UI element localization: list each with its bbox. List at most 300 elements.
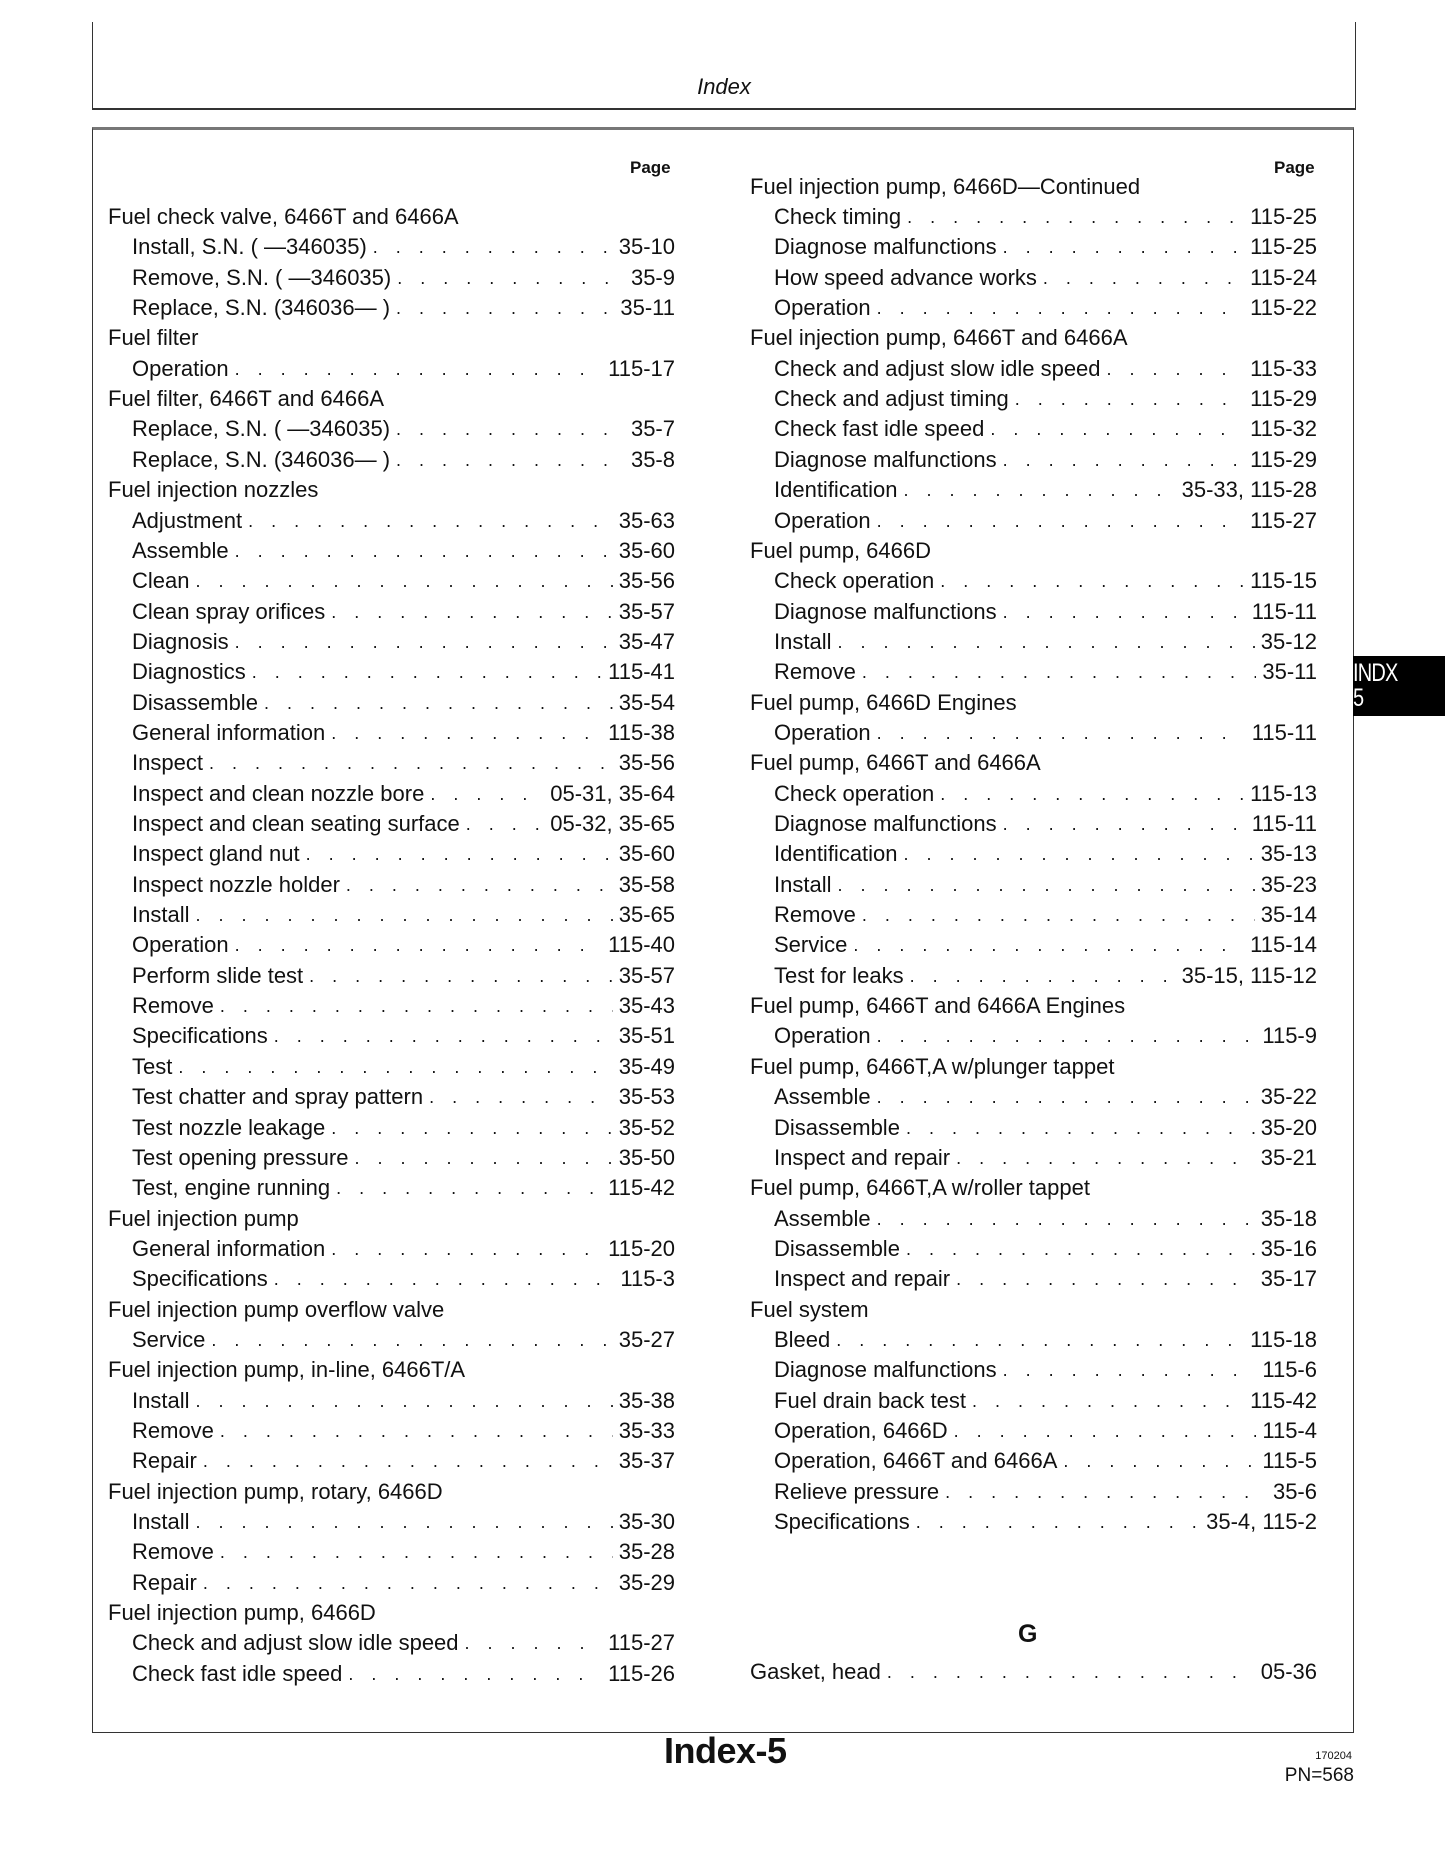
entry-page: 35-18	[1260, 1205, 1317, 1231]
entry-page: 05-31, 35-64	[550, 780, 675, 806]
index-entry	[132, 657, 675, 687]
entry-page: 115-25	[1250, 204, 1317, 229]
entry-text: Check operation	[774, 568, 935, 594]
index-entry	[774, 1355, 1317, 1385]
running-header	[92, 22, 1356, 110]
index-entry	[774, 930, 1317, 960]
dot-leader	[209, 748, 613, 778]
index-tab: INDX 5	[1353, 656, 1445, 716]
dot-leader	[904, 839, 1255, 869]
index-heading	[108, 1355, 465, 1385]
index-entry	[774, 961, 1317, 991]
index-heading	[750, 1173, 1090, 1203]
entry-page: 35-30	[618, 1509, 675, 1535]
entry-text: Fuel check valve, 6466T and 6466A	[108, 204, 459, 229]
dot-leader	[465, 1628, 603, 1658]
dot-leader	[836, 1325, 1244, 1355]
index-heading	[750, 1295, 869, 1325]
entry-page: 115-11	[1251, 598, 1317, 624]
entry-page: 35-63	[618, 507, 675, 533]
entry-page: 115-6	[1262, 1357, 1317, 1383]
entry-text: Remove	[132, 1539, 214, 1565]
index-entry	[774, 1477, 1317, 1507]
entry-page: 35-22	[1260, 1084, 1317, 1110]
entry-page: 35-33	[618, 1418, 675, 1443]
index-heading	[108, 1598, 376, 1628]
entry-text: Operation	[774, 1023, 871, 1049]
entry-page: 35-60	[618, 537, 675, 563]
entry-text: Perform slide test	[132, 962, 304, 988]
entry-text: Specifications	[132, 1266, 268, 1292]
entry-text: Fuel pump, 6466T and 6466A	[750, 750, 1041, 776]
index-entry	[774, 1386, 1317, 1416]
index-entry	[774, 475, 1317, 505]
index-entry	[132, 506, 675, 536]
entry-page: 115-20	[608, 1235, 675, 1261]
entry-text: Service	[774, 932, 848, 958]
index-entry	[132, 718, 675, 748]
entry-page: 35-14	[1260, 902, 1317, 928]
dot-leader	[1015, 384, 1244, 414]
dot-leader	[430, 779, 544, 809]
index-entry: Gasket, head . . . 05-36	[750, 1657, 1317, 1687]
entry-text: Diagnose malfunctions	[774, 1357, 997, 1383]
entry-text: Fuel system	[750, 1296, 869, 1322]
entry-page: 35-7	[630, 416, 675, 442]
dot-leader	[877, 718, 1246, 748]
index-entry	[774, 1416, 1317, 1446]
dot-leader	[1063, 1446, 1256, 1476]
entry-page: 35-43	[618, 993, 675, 1019]
index-entry	[132, 1537, 675, 1567]
index-entry	[132, 688, 675, 718]
dot-leader	[235, 930, 603, 960]
entry-page: 115-14	[1250, 932, 1317, 958]
index-entry	[132, 1113, 675, 1143]
entry-page: 35-65	[618, 902, 675, 928]
dot-leader	[354, 1143, 612, 1173]
index-entry	[132, 1416, 675, 1446]
entry-text: Fuel filter, 6466T and 6466A	[108, 386, 385, 412]
entry-page: 35-60	[618, 841, 675, 867]
entry-text: Identification	[774, 477, 898, 503]
entry-text: Fuel drain back test	[774, 1387, 966, 1413]
dot-leader	[235, 627, 613, 657]
entry-page: 05-32, 35-65	[550, 811, 675, 836]
index-heading	[108, 202, 459, 232]
index-entry	[132, 1082, 675, 1112]
dot-leader	[972, 1386, 1244, 1416]
entry-page: 35-28	[618, 1539, 675, 1565]
dot-leader	[373, 232, 613, 262]
dot-leader	[990, 414, 1244, 444]
entry-text: Diagnose malfunctions	[774, 598, 997, 624]
index-entry	[774, 293, 1317, 323]
entry-text: Disassemble	[774, 1235, 900, 1261]
index-entry	[132, 961, 675, 991]
index-entry	[774, 627, 1317, 657]
dot-leader	[877, 506, 1245, 536]
index-entry	[774, 1325, 1317, 1355]
index-entry	[132, 414, 675, 444]
dot-leader	[397, 263, 625, 293]
dot-leader	[956, 1264, 1255, 1294]
dot-leader	[203, 1568, 613, 1598]
index-entry	[774, 354, 1317, 384]
entry-text: Operation	[132, 355, 229, 381]
entry-text: Repair	[132, 1448, 197, 1474]
entry-page: 35-53	[618, 1084, 675, 1110]
entry-page: 115-29	[1250, 446, 1317, 472]
dot-leader	[877, 293, 1245, 323]
entry-text: Replace, S.N. ( —346035)	[132, 416, 391, 442]
entry-text: Service	[132, 1326, 206, 1352]
dot-leader	[274, 1264, 615, 1294]
dot-leader	[211, 1325, 612, 1355]
entry-text: Test nozzle leakage	[132, 1114, 326, 1140]
index-entry	[774, 566, 1317, 596]
dot-leader	[1003, 445, 1245, 475]
entry-page: 35-54	[618, 689, 675, 715]
entry-text: Remove	[132, 1418, 214, 1443]
entry-page: 35-13	[1260, 841, 1317, 867]
entry-text: Disassemble	[774, 1114, 900, 1140]
page-column-label-left: Page	[630, 158, 671, 177]
dot-leader	[945, 1477, 1267, 1507]
entry-page: 35-33, 115-28	[1181, 477, 1317, 503]
index-entry	[132, 900, 675, 930]
dot-leader	[220, 1416, 613, 1446]
dot-leader	[235, 354, 603, 384]
dot-leader	[331, 1234, 602, 1264]
index-entry	[774, 1143, 1317, 1173]
entry-text: General information	[132, 1235, 326, 1261]
entry-text: Install	[132, 902, 190, 928]
dot-leader	[331, 718, 602, 748]
index-entry	[132, 991, 675, 1021]
entry-text: Check and adjust timing	[774, 386, 1009, 412]
entry-text: Remove	[774, 659, 856, 685]
entry-page: 115-18	[1250, 1326, 1317, 1352]
dot-leader	[1107, 354, 1245, 384]
entry-text: Specifications	[774, 1509, 910, 1535]
entry-page: 35-38	[618, 1387, 675, 1413]
entry-page: 35-16	[1260, 1235, 1317, 1261]
entry-page: 35-6	[1272, 1478, 1317, 1504]
entry-text: Fuel injection pump, in-line, 6466T/A	[108, 1357, 466, 1383]
index-entry	[132, 1234, 675, 1264]
entry-page: 35-11	[620, 295, 675, 321]
index-entry	[132, 1021, 675, 1051]
entry-text: Relieve pressure	[774, 1478, 940, 1504]
index-heading	[108, 475, 318, 505]
entry-page: 115-15	[1250, 568, 1317, 594]
entry-page: 35-9	[630, 264, 675, 290]
entry-page: 35-10	[618, 234, 675, 260]
entry-page: 115-29	[1250, 386, 1317, 412]
entry-text: Replace, S.N. (346036— )	[132, 295, 391, 321]
dot-leader	[877, 1082, 1255, 1112]
entry-text: Test for leaks	[774, 962, 904, 988]
entry-page: 35-17	[1260, 1266, 1317, 1292]
dot-leader	[306, 839, 613, 869]
index-entry	[132, 1446, 675, 1476]
dot-leader	[862, 900, 1255, 930]
entry-page: 35-20	[1260, 1114, 1317, 1140]
index-entry	[132, 1052, 675, 1082]
dot-leader	[956, 1143, 1255, 1173]
entry-page: 35-57	[618, 962, 675, 988]
entry-text: Replace, S.N. (346036— )	[132, 446, 391, 472]
dot-leader	[220, 991, 613, 1021]
dot-leader	[178, 1052, 612, 1082]
index-heading	[108, 1295, 444, 1325]
entry-text: General information	[132, 719, 326, 745]
entry-text: Clean spray orifices	[132, 598, 326, 624]
entry-page: 115-4	[1262, 1418, 1317, 1443]
index-entry	[774, 1446, 1317, 1476]
entry-text: Fuel pump, 6466T,A w/roller tappet	[750, 1175, 1090, 1201]
dot-leader	[235, 536, 613, 566]
entry-page: 115-17	[608, 355, 675, 381]
entry-page: 115-22	[1250, 295, 1317, 321]
entry-text: Fuel pump, 6466T,A w/plunger tappet	[750, 1053, 1115, 1079]
dot-leader	[203, 1446, 613, 1476]
entry-page: 35-23	[1260, 871, 1317, 897]
index-entry	[132, 445, 675, 475]
entry-text: Fuel filter	[108, 325, 199, 351]
dot-leader	[940, 566, 1244, 596]
entry-text: Inspect and repair	[774, 1144, 951, 1170]
dot-leader	[396, 445, 625, 475]
entry-text: Install	[132, 1509, 190, 1535]
entry-page: 35-4, 115-2	[1206, 1509, 1317, 1535]
entry-text: Assemble	[774, 1205, 871, 1231]
index-entry	[774, 1082, 1317, 1112]
dot-leader	[220, 1537, 613, 1567]
continued-heading: Fuel injection pump, 6466D—Continued	[750, 174, 1141, 199]
index-entry	[774, 839, 1317, 869]
entry-text: Operation	[132, 932, 229, 958]
dot-leader	[264, 688, 613, 718]
entry-page: 115-38	[608, 719, 675, 745]
entry-page: 35-8	[630, 446, 675, 472]
entry-text: Test	[132, 1053, 173, 1079]
entry-text: Fuel injection pump	[108, 1205, 299, 1231]
index-entry	[132, 1568, 675, 1598]
entry-page: 115-9	[1262, 1023, 1317, 1049]
index-entry	[774, 1507, 1317, 1537]
entry-page: 115-24	[1250, 264, 1317, 290]
index-heading	[108, 1477, 443, 1507]
dot-leader	[348, 1659, 602, 1689]
dot-leader	[1003, 597, 1246, 627]
index-entry	[774, 779, 1317, 809]
dot-leader	[248, 506, 613, 536]
dot-leader	[837, 627, 1254, 657]
entry-text: Remove, S.N. ( —346035)	[132, 264, 392, 290]
index-entry	[774, 1204, 1317, 1234]
entry-text: Test chatter and spray pattern	[132, 1084, 424, 1110]
entry-page: 35-58	[618, 871, 675, 897]
entry-text: How speed advance works	[774, 264, 1037, 290]
entry-text: Specifications	[132, 1023, 268, 1049]
entry-text: Fuel pump, 6466D	[750, 537, 931, 563]
entry-text: Inspect gland nut	[132, 841, 300, 867]
dot-leader	[336, 1173, 602, 1203]
index-entry	[132, 930, 675, 960]
entry-page: 35-52	[618, 1114, 675, 1140]
entry-page: 35-29	[618, 1569, 675, 1595]
entry-text: Diagnose malfunctions	[774, 234, 997, 260]
entry-text: Disassemble	[132, 689, 258, 715]
entry-text: Check operation	[774, 780, 935, 806]
dot-leader	[906, 1113, 1255, 1143]
entry-page: 115-26	[608, 1660, 675, 1686]
dot-leader	[274, 1021, 613, 1051]
header-title: Index	[697, 74, 751, 99]
entry-text: Check and adjust slow idle speed	[774, 355, 1101, 381]
dot-leader	[940, 779, 1244, 809]
index-heading	[750, 536, 931, 566]
dot-leader	[195, 1386, 612, 1416]
entry-text: Identification	[774, 841, 898, 867]
index-entry	[774, 1264, 1317, 1294]
index-entry	[774, 263, 1317, 293]
index-entry	[774, 506, 1317, 536]
entry-text: Fuel injection pump overflow valve	[108, 1296, 445, 1322]
entry-page: 115-42	[608, 1175, 675, 1201]
dot-leader	[1043, 263, 1244, 293]
dot-leader	[907, 202, 1244, 232]
dot-leader	[916, 1507, 1200, 1537]
entry-text: Check timing	[774, 204, 902, 229]
entry-text: Operation, 6466T and 6466A	[774, 1448, 1058, 1474]
index-entry	[132, 1173, 675, 1203]
dot-leader	[904, 475, 1176, 505]
index-entry	[132, 232, 675, 262]
dot-leader	[346, 870, 613, 900]
entry-page: 35-57	[618, 598, 675, 624]
index-heading	[750, 1052, 1114, 1082]
index-heading	[750, 748, 1041, 778]
entry-page: 115-25	[1250, 234, 1317, 260]
footer-pn: PN=568	[1284, 1765, 1354, 1786]
index-entry	[774, 657, 1317, 687]
entry-text: Diagnose malfunctions	[774, 811, 997, 836]
index-entry	[774, 870, 1317, 900]
entry-text: Inspect and repair	[774, 1266, 951, 1292]
entry-text: Diagnose malfunctions	[774, 446, 997, 472]
index-entry	[132, 1386, 675, 1416]
entry-text: Operation	[774, 719, 871, 745]
entry-page: 115-13	[1250, 780, 1317, 806]
dot-leader	[862, 657, 1256, 687]
index-entry	[132, 839, 675, 869]
index-entry	[132, 1325, 675, 1355]
index-heading	[108, 384, 384, 414]
dot-leader	[910, 961, 1176, 991]
dot-leader	[396, 293, 614, 323]
index-entry	[132, 1264, 675, 1294]
index-entry	[774, 900, 1317, 930]
entry-text: Fuel injection pump, rotary, 6466D	[108, 1478, 443, 1504]
page-number-title: Index-5	[664, 1730, 787, 1771]
index-heading	[750, 688, 1017, 718]
index-entry	[774, 1021, 1317, 1051]
entry-page: 115-40	[608, 932, 675, 958]
entry-page: 115-32	[1250, 416, 1317, 442]
index-entry	[132, 809, 675, 839]
index-entry	[774, 597, 1317, 627]
entry-page: 35-21	[1260, 1144, 1317, 1170]
entry-text: Clean	[132, 568, 190, 594]
entry-text: Fuel injection pump, 6466D	[108, 1600, 376, 1626]
index-entry	[132, 779, 675, 809]
dot-leader	[396, 414, 625, 444]
dot-leader	[954, 1416, 1257, 1446]
entry-page: 115-5	[1262, 1448, 1317, 1474]
entry-text: Operation, 6466D	[774, 1418, 948, 1443]
dot-leader	[906, 1234, 1255, 1264]
entry-text: Operation	[774, 507, 871, 533]
dot-leader	[195, 566, 612, 596]
dot-leader	[252, 657, 602, 687]
entry-text: Inspect	[132, 750, 203, 776]
index-entry	[132, 1143, 675, 1173]
dot-leader	[331, 1113, 612, 1143]
index-heading	[750, 323, 1128, 353]
entry-text: Install	[774, 628, 832, 654]
entry-text: Assemble	[774, 1084, 871, 1110]
index-entry	[774, 1113, 1317, 1143]
index-entry	[132, 1628, 675, 1658]
dot-leader	[1003, 1355, 1257, 1385]
index-entry	[774, 202, 1317, 232]
entry-page: 35-50	[618, 1144, 675, 1170]
entry-text: Fuel injection nozzles	[108, 477, 319, 503]
entry-text: Adjustment	[132, 507, 243, 533]
entry-text: Diagnostics	[132, 659, 246, 685]
entry-text: Fuel pump, 6466T and 6466A Engines	[750, 993, 1126, 1019]
entry-page: 35-56	[618, 568, 675, 594]
entry-text: Remove	[774, 902, 856, 928]
index-entry	[774, 445, 1317, 475]
dot-leader	[853, 930, 1244, 960]
index-entry	[132, 1659, 675, 1689]
entry-page: 35-12	[1260, 628, 1317, 654]
index-entry	[132, 536, 675, 566]
index-heading	[108, 323, 198, 353]
entry-page: 115-27	[608, 1630, 675, 1656]
dot-leader	[466, 809, 544, 839]
index-heading	[750, 991, 1125, 1021]
entry-text: Fuel pump, 6466D Engines	[750, 689, 1017, 715]
entry-page: 35-37	[618, 1448, 675, 1474]
entry-page: 115-11	[1251, 719, 1317, 745]
entry-page: 35-15, 115-12	[1181, 962, 1317, 988]
entry-text: Inspect and clean nozzle bore	[132, 780, 425, 806]
dot-leader	[309, 961, 613, 991]
entry-page: 35-56	[618, 750, 675, 776]
dot-leader	[1003, 809, 1246, 839]
index-entry	[774, 809, 1317, 839]
entry-page: 35-49	[618, 1053, 675, 1079]
index-entry	[132, 627, 675, 657]
entry-text: Install, S.N. ( —346035)	[132, 234, 367, 260]
index-entry	[132, 748, 675, 778]
index-entry	[132, 293, 675, 323]
